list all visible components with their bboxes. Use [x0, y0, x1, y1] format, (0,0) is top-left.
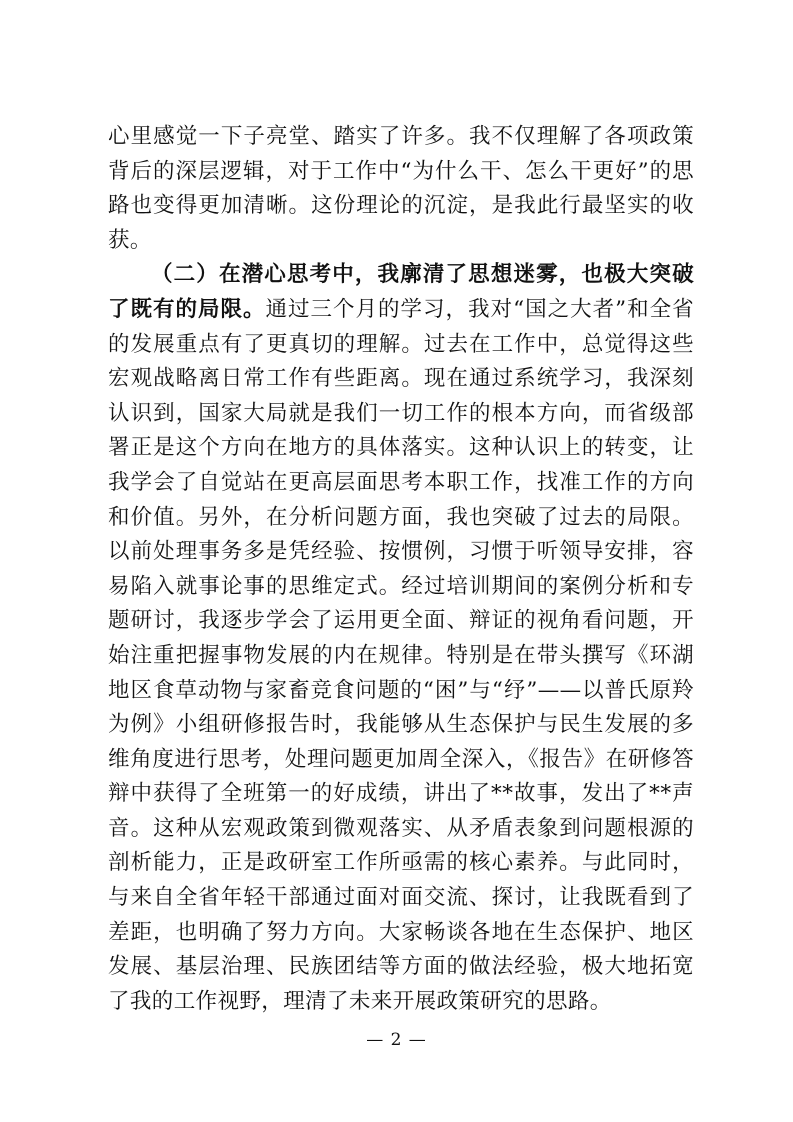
paragraph-section-two: [108, 258, 694, 1019]
section-heading-lead: （二）在潜心思考中，我廓清了思想迷雾，也极大突破了既有的局限。: [108, 262, 694, 322]
page-number: — 2 —: [366, 1030, 427, 1050]
paragraph-continued: [108, 120, 694, 258]
document-body: [108, 120, 694, 1019]
paragraph-text: 通过三个月的学习，我对“国之大者”和全省的发展重点有了更真切的理解。过去在工作中，总觉得这些宏观战略离日常工作有些距离。现在通过系统学习，我深刻认识到，国家大局就是我们一切工作的根本方向，而省级部署正是这个方向在地方的具体落实。这种认识上的转变，让我学会了自觉站在更高层面思考本职工作，找准工作的方向和价值。另外，在分析问题方面，我也突破了过去的局限。以前处理事务多是凭经验、按惯例，习惯于听领导安排，容易陷入就事论事的思维定式。经过培训期间的案例分析和专题研讨，我逐步学会了运用更全面、辩证的视角看问题，开始注重把握事物发展的内在规律。特别是在带头撰写《环湖地区食草动物与家畜竞食问题的“困”与“纾”——以普氏原羚为例》小组研修报告时，我能够从生态保护与民生发展的多维角度进行思考，处理问题更加周全深入，《报告》在研修答辩中获得了全班第一的好成绩，讲出了**故事，发出了**声音。这种从宏观政策到微观落实、从矛盾表象到问题根源的剖析能力，正是政研室工作所亟需的核心素养。与此同时，与来自全省年轻干部通过面对面交流、探讨，让我既看到了差距，也明确了努力方向。大家畅谈各地在生态保护、地区发展、基层治理、民族团结等方面的做法经验，极大地拓宽了我的工作视野，理清了未来开展政策研究的思路。: [108, 296, 694, 1014]
paragraph-text: 心里感觉一下子亮堂、踏实了许多。我不仅理解了各项政策背后的深层逻辑，对于工作中“为什么干、怎么干更好”的思路也变得更加清晰。这份理论的沉淀，是我此行最坚实的收获。: [108, 124, 694, 253]
